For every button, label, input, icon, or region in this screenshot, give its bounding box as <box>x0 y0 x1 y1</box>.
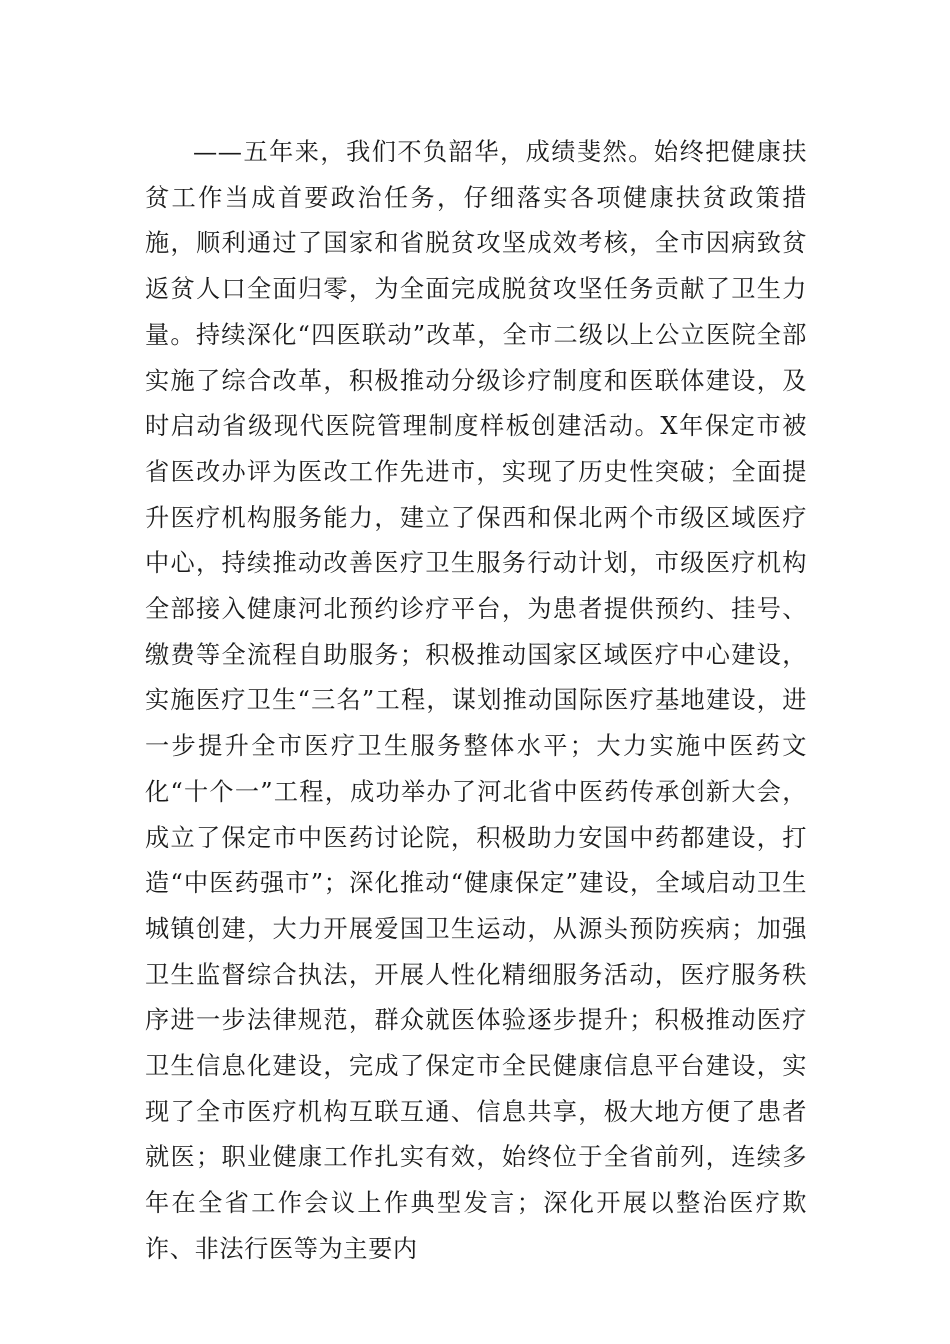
body-paragraph: ——五年来，我们不负韶华，成绩斐然。始终把健康扶贫工作当成首要政治任务，仔细落实各项健康扶贫政策措施，顺利通过了国家和省脱贫攻坚成效考核，全市因病致贫返贫人口全面归零，为全面完成脱贫攻坚任务贡献了卫生力量。持续深化“四医联动”改革，全市二级以上公立医院全部实施了综合改革，积极推动分级诊疗制度和医联体建设，及时启动省级现代医院管理制度样板创建活动。X年保定市被省医改办评为医改工作先进市，实现了历史性突破；全面提升医疗机构服务能力，建立了保西和保北两个市级区域医疗中心，持续推动改善医疗卫生服务行动计划，市级医疗机构全部接入健康河北预约诊疗平台，为患者提供预约、挂号、缴费等全流程自助服务；积极推动国家区域医疗中心建设，实施医疗卫生“三名”工程，谋划推动国际医疗基地建设，进一步提升全市医疗卫生服务整体水平；大力实施中医药文化“十个一”工程，成功举办了河北省中医药传承创新大会，成立了保定市中医药讨论院，积极助力安国中药都建设，打造“中医药强市”；深化推动“健康保定”建设，全域启动卫生城镇创建，大力开展爱国卫生运动，从源头预防疾病；加强卫生监督综合执法，开展人性化精细服务活动，医疗服务秩序进一步法律规范，群众就医体验逐步提升；积极推动医疗卫生信息化建设，完成了保定市全民健康信息平台建设，实现了全市医疗机构互联互通、信息共享，极大地方便了患者就医；职业健康工作扎实有效，始终位于全省前列，连续多年在全省工作会议上作典型发言；深化开展以整治医疗欺诈、非法行医等为主要内 <box>145 138 807 1263</box>
